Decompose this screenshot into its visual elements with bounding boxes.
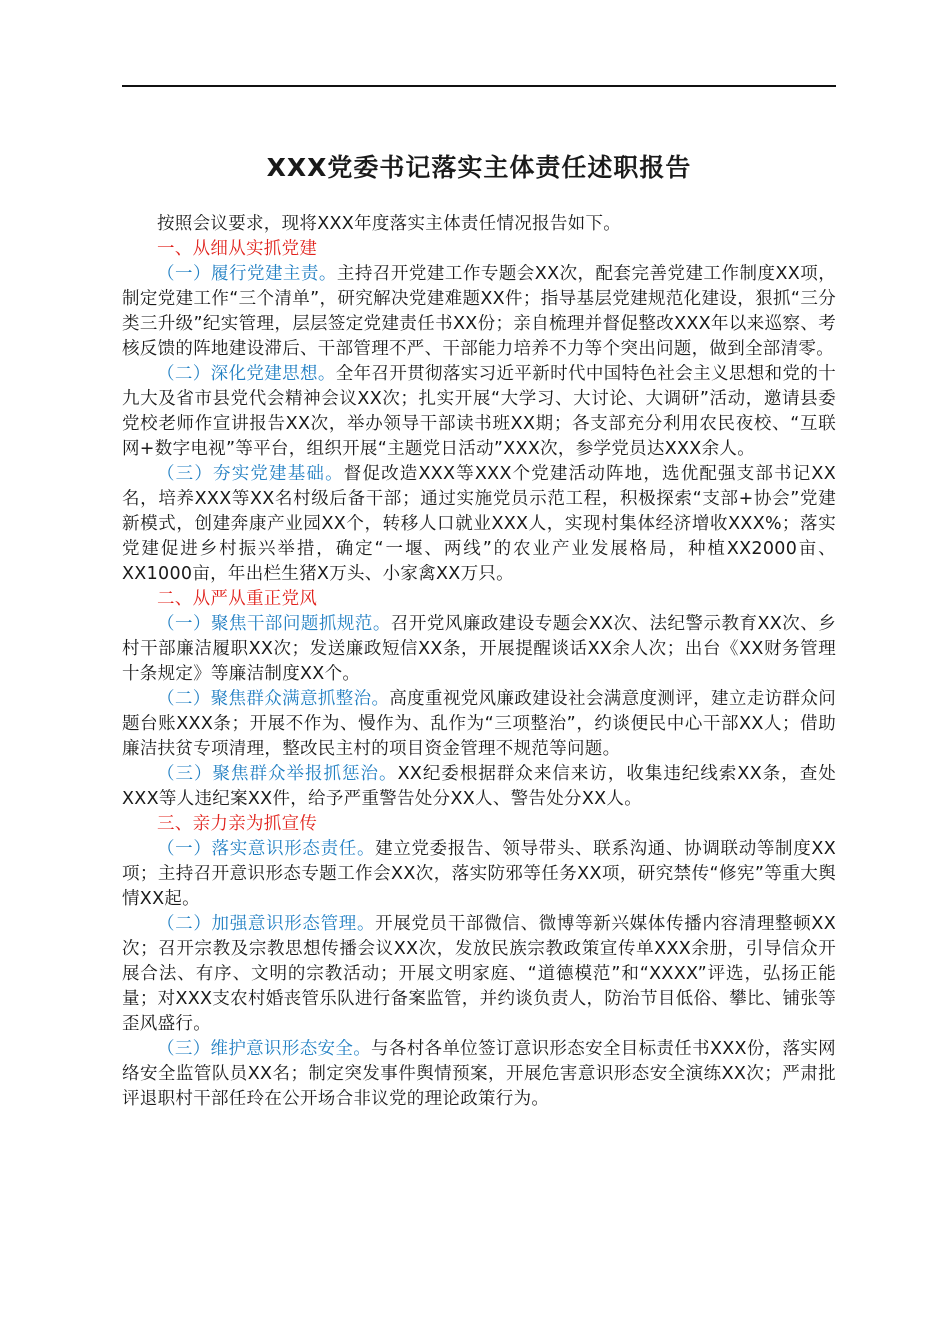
item-text: 与各村各单位签订意识形态安全目标责任书XXX份，落实网络安全监管队员XX名；制定突发事件舆情预案，开展危害意识形态安全演练XX次；严肃批评退职村干部任玲在公开场合非议党的理论政策行为。: [122, 1039, 836, 1109]
section-3-item-2: [122, 912, 836, 1037]
section-heading-3: 三、亲力亲为抓宣传: [157, 814, 318, 834]
document-body: [122, 212, 836, 1112]
item-text: 主持召开党建工作专题会XX次，配套完善党建工作制度XX项，制定党建工作“三个清单”，研究解决党建难题XX件；指导基层党建规范化建设，狠抓“三分类三升级”纪实管理，层层签定党建责任书XX份；亲自梳理并督促整改XXX年以来巡察、考核反馈的阵地建设滞后、干部管理不严、干部能力培养不力等个突出问题，做到全部清零。: [122, 264, 837, 359]
section-2-item-2: [122, 687, 836, 762]
item-label: （一）履行党建主责。: [157, 264, 337, 284]
section-heading-2: 二、从严从重正党风: [157, 589, 318, 609]
section-2-item-1: [122, 612, 836, 687]
header-rule: [122, 85, 836, 87]
item-text: 建立党委报告、领导带头、联系沟通、协调联动等制度XX项；主持召开意识形态专题工作会XX次，落实防邪等任务XX项，研究禁传“修宪”等重大舆情XX起。: [122, 839, 836, 909]
section-1-item-2: [122, 362, 836, 462]
item-text: 全年召开贯彻落实习近平新时代中国特色社会主义思想和党的十九大及省市县党代会精神会议XX次；扎实开展“大学习、大讨论、大调研”活动，邀请县委党校老师作宣讲报告XX次，举办领导干部读书班XX期；各支部充分利用农民夜校、“互联网+数字电视”等平台，组织开展“主题党日活动”XXX次，参学党员达XXX余人。: [122, 364, 836, 459]
document-title: XXX党委书记落实主体责任述职报告: [266, 153, 692, 182]
section-3-item-1: [122, 837, 836, 912]
section-1-item-3: [122, 462, 836, 587]
section-2-item-3: [122, 762, 836, 812]
item-label: （二）加强意识形态管理。: [157, 914, 376, 934]
item-label: （二）深化党建思想。: [157, 364, 336, 384]
section-3-item-3: [122, 1037, 836, 1112]
item-label: （三）维护意识形态安全。: [157, 1039, 372, 1059]
item-text: 开展党员干部微信、微博等新兴媒体传播内容清理整顿XX次；召开宗教及宗教思想传播会议XX次，发放民族宗教政策宣传单XXX余册，引导信众开展合法、有序、文明的宗教活动；开展文明家庭、“道德模范”和“XXXX”评选，弘扬正能量；对XXX支农村婚丧管乐队进行备案监管，并约谈负责人，防治节目低俗、攀比、铺张等歪风盛行。: [122, 914, 836, 1034]
section-1-item-1: [122, 262, 836, 362]
item-text: 督促改造XXX等XXX个党建活动阵地，选优配强支部书记XX名，培养XXX等XX名村级后备干部；通过实施党员示范工程，积极探索“支部+协会”党建新模式，创建奔康产业园XX个，转移人口就业XXX人，实现村集体经济增收XXX%；落实党建促进乡村振兴举措，确定“一堰、两线”的农业产业发展格局，种植XX2000亩、XX1000亩，年出栏生猪X万头、小家禽XX万只。: [122, 464, 837, 584]
item-label: （三）夯实党建基础。: [157, 464, 344, 484]
item-label: （一）落实意识形态责任。: [157, 839, 376, 859]
item-label: （二）聚焦群众满意抓整治。: [157, 689, 390, 709]
intro-paragraph: 按照会议要求，现将XXX年度落实主体责任情况报告如下。: [157, 214, 622, 234]
item-label: （三）聚焦群众举报抓惩治。: [157, 764, 398, 784]
item-label: （一）聚焦干部问题抓规范。: [157, 614, 391, 634]
item-text: 高度重视党风廉政建设社会满意度测评，建立走访群众问题台账XXX条；开展不作为、慢作为、乱作为“三项整治”，约谈便民中心干部XX人；借助廉洁扶贫专项清理，整改民主村的项目资金管理不规范等问题。: [122, 689, 836, 759]
item-text: XX纪委根据群众来信来访，收集违纪线索XX条，查处XXX等人违纪案XX件，给予严重警告处分XX人、警告处分XX人。: [122, 764, 837, 809]
item-text: 召开党风廉政建设专题会XX次、法纪警示教育XX次、乡村干部廉洁履职XX次；发送廉政短信XX条，开展提醒谈话XX余人次；出台《XX财务管理十条规定》等廉洁制度XX个。: [122, 614, 836, 684]
section-heading-1: 一、从细从实抓党建: [157, 239, 318, 259]
